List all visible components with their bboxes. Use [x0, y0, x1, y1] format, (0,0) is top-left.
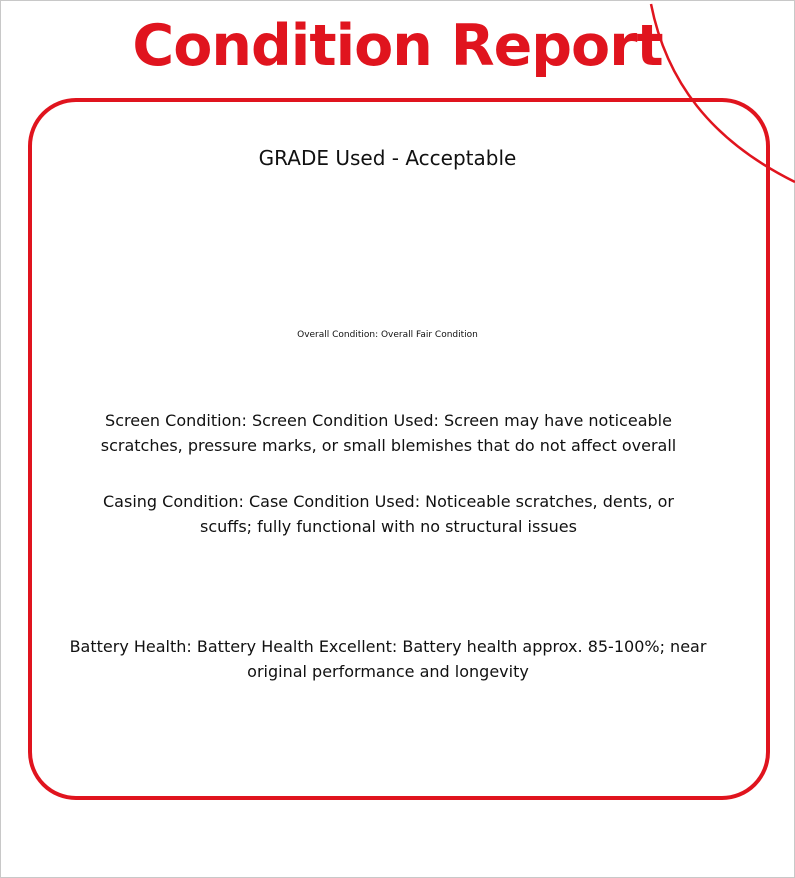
- overall-condition: Overall Condition: Overall Fair Condition: [297, 330, 478, 340]
- casing-condition: Casing Condition: Case Condition Used: Noticeable scratches, dents, or scuffs; fully functional with no structural issues: [103, 492, 674, 536]
- battery-health: Battery Health: Battery Health Excellent: Battery health approx. 85-100%; near original performance and longevity: [69, 637, 707, 681]
- screen-condition: Screen Condition: Screen Condition Used: Screen may have noticeable scratches, pressure marks, or small blemishes that do not affect overall: [100, 411, 677, 455]
- report-title: Condition Report: [132, 13, 663, 79]
- grade-label: GRADE Used - Acceptable: [258, 146, 517, 170]
